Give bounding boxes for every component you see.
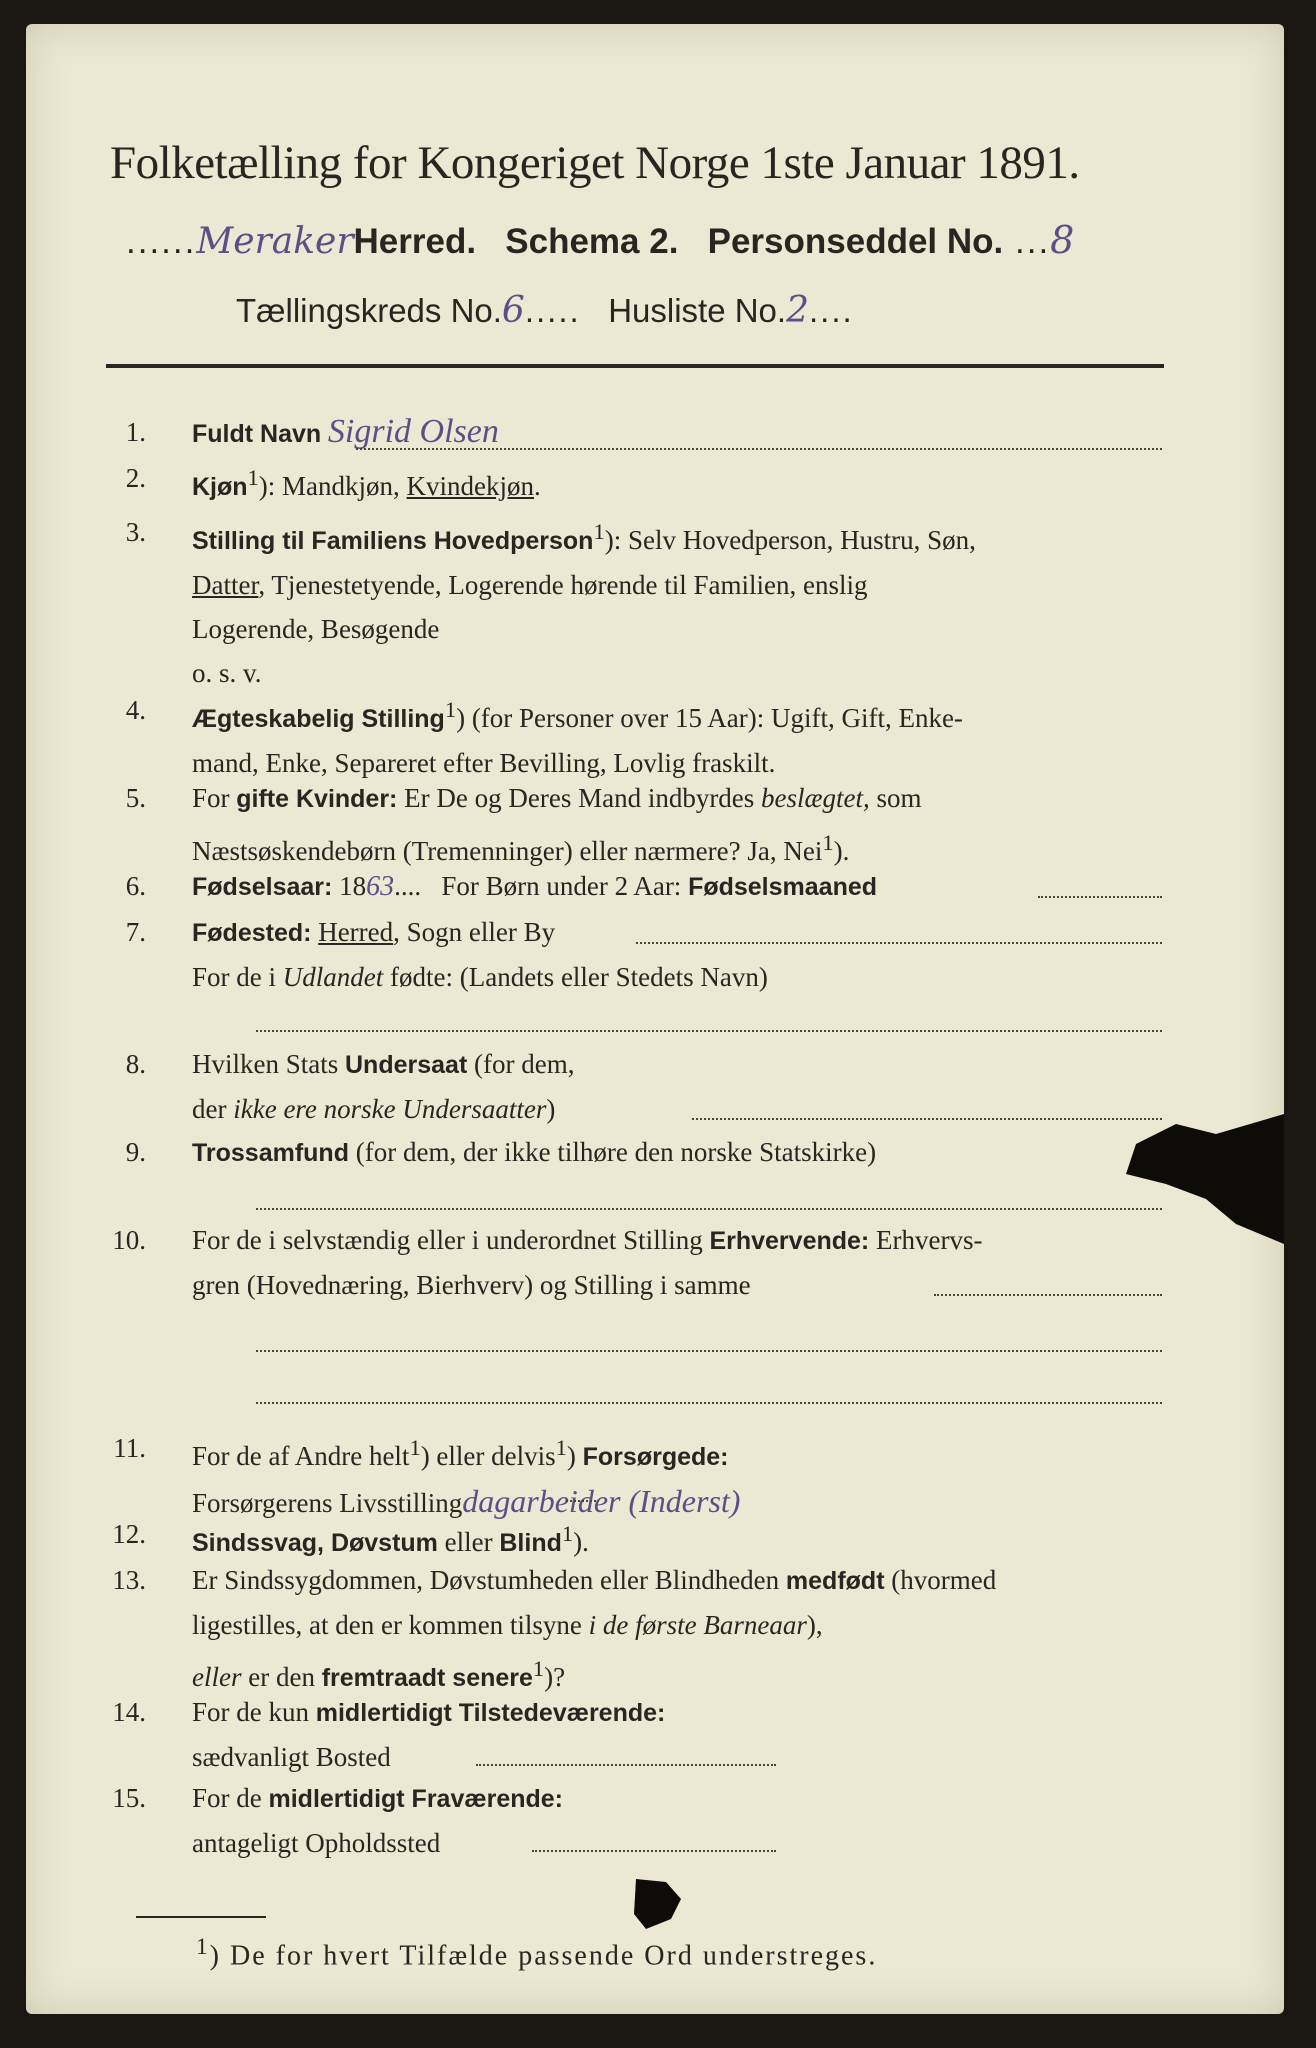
- fill-line: [636, 942, 1162, 944]
- form-title: Folketælling for Kongeriget Norge 1ste Januar 1891.: [110, 137, 1080, 189]
- fill-line: [934, 1294, 1162, 1296]
- fill-line: [1038, 896, 1162, 898]
- fill-line: [692, 1118, 1162, 1120]
- item-label: Kjøn: [192, 473, 248, 501]
- fill-line: [256, 1030, 1162, 1032]
- item-number: 15.: [112, 1783, 146, 1813]
- item-number: 14.: [112, 1697, 146, 1727]
- personseddel-value: 8: [1050, 218, 1075, 262]
- footnote-rule: [136, 1916, 266, 1918]
- schema-label: Schema 2.: [505, 222, 679, 261]
- fill-line: [256, 1402, 1162, 1404]
- item-label: Fødselsaar:: [192, 873, 333, 901]
- herred-value: Meraker: [196, 221, 354, 262]
- header-line-herred: ......MerakerHerred. Schema 2. Personseddel No. ...8: [126, 218, 1075, 262]
- item-number: 9.: [125, 1137, 146, 1167]
- herred-label: Herred.: [353, 222, 477, 261]
- husliste-value: 2: [786, 290, 809, 331]
- item-number: 5.: [125, 783, 146, 813]
- item-number: 4.: [125, 695, 146, 725]
- fill-line: [356, 448, 1162, 450]
- provider-occupation-value: dagarbeider (Inderst): [462, 1483, 741, 1519]
- item-label: gifte Kvinder:: [236, 785, 398, 813]
- item-label: Undersaat: [345, 1051, 468, 1079]
- item-number: 3.: [125, 517, 146, 547]
- personseddel-label: Personseddel No.: [707, 222, 1004, 261]
- item-number: 12.: [112, 1519, 146, 1549]
- item-number: 1.: [125, 417, 146, 447]
- item-label: midlertidigt Tilstedeværende:: [315, 1699, 666, 1727]
- item-label: Trossamfund: [192, 1139, 349, 1167]
- census-form: Folketælling for Kongeriget Norge 1ste Januar 1891. ......MerakerHerred. Schema 2. Personseddel No. ...8 Tællingskreds No.6..... Husliste No.2.... 1. Fuldt Navn Sigrid Olsen 2. Kjøn$^1$): Mandkjøn, Kvindekjøn. 3. Stilling til Familiens Hovedperson$^1$): Selv Hovedperson, Hustru, Søn, Datter, Tjenestetyende, Logerende hørende til Familien, enslig Logerende, Besøgende o. s. v. 4. Ægteskabelig Stilling$^1$) (for Personer over 15 Aar): Ugift, Gift, Enke- mand, Enke, Separeret efter Bevilling, Lovlig fraskilt. 5. For gifte Kvinder: Er De og Deres Mand indbyrdes beslægtet, som Næstsøskendebørn (Tremenninger) eller nærmere? Ja, Nei$^1$). 6. Fødselsaar: 1863.... For Børn under 2 Aar: Fødselsmaaned 7. Fødested: Herred, Sogn eller By For de i Udlandet fødte: (Landets eller Stedets Navn) 8. Hvilken Stats Undersaat (for dem, der ikke ere norske Undersaatter) 9. Trossamfund (for dem, der ikke tilhøre den norske Statskirke) 10. For de i selvstændig eller i underordnet Stilling Erhvervende: Erhvervs- gren (Hovednæring, Bierhverv) og Stilling i samme 11. For de af Andre helt$^1$) eller delvis$^1$) Forsørgede: Forsørgerens Livsstillingdagarbeider (Inderst) 12. Sindssvag, Døvstum eller Blind$^1$). 13. Er Sindssygdommen, Døvstumheden eller Blindheden medfødt (hvormed ligestilles, at den er kommen tilsyne i de første Barneaar), eller er den fremtraadt senere$^1$)? 14. For de kun midlertidigt Tilstedeværende: sædvanligt Bosted 15. For de midlertidigt Fraværende: antageligt Opholdssted $^1$) De for hvert Tilfælde passende Ord understreges.: [26, 24, 1284, 2014]
- header-rule: [106, 364, 1164, 368]
- item-label: Erhvervende:: [709, 1227, 870, 1255]
- fill-line: [476, 1764, 776, 1766]
- header-line-kreds: Tællingskreds No.6..... Husliste No.2....: [236, 290, 854, 331]
- position-selected: Datter: [192, 570, 259, 600]
- item-number: 13.: [112, 1565, 146, 1595]
- fill-line: [256, 1350, 1162, 1352]
- item-label: Fuldt Navn: [192, 420, 322, 448]
- item-number: 8.: [125, 1049, 146, 1079]
- item-label: Sindssvag, Døvstum: [192, 1529, 438, 1557]
- husliste-label: Husliste No.: [608, 292, 787, 329]
- fill-line: [532, 1850, 776, 1852]
- name-value: Sigrid Olsen: [327, 413, 499, 450]
- item-label: medfødt: [785, 1567, 885, 1595]
- item-number: 7.: [125, 917, 146, 947]
- fill-line: [566, 1500, 596, 1502]
- taellingskreds-value: 6: [501, 290, 525, 331]
- birth-year-value: 63: [366, 871, 395, 902]
- item-number: 10.: [112, 1225, 146, 1255]
- item-label: Stilling til Familiens Hovedperson: [192, 527, 594, 555]
- item-number: 11.: [113, 1433, 146, 1463]
- item-label: Fødested:: [192, 919, 312, 947]
- birthplace-selected: Herred: [318, 917, 394, 947]
- item-label: Forsørgede:: [582, 1443, 729, 1471]
- ink-blot: [626, 1874, 686, 1934]
- torn-edge-blot: [1106, 1104, 1284, 1254]
- sex-selected: Kvindekjøn: [406, 471, 535, 501]
- item-number: 2.: [125, 463, 146, 493]
- item-label: Ægteskabelig Stilling: [192, 705, 445, 733]
- fill-line: [256, 1208, 1162, 1210]
- taellingskreds-label: Tællingskreds No.: [236, 292, 502, 329]
- item-number: 6.: [125, 871, 146, 901]
- item-label: midlertidigt Fraværende:: [268, 1785, 563, 1813]
- footnote: $^1$) De for hvert Tilfælde passende Ord understreges.: [196, 1934, 878, 1972]
